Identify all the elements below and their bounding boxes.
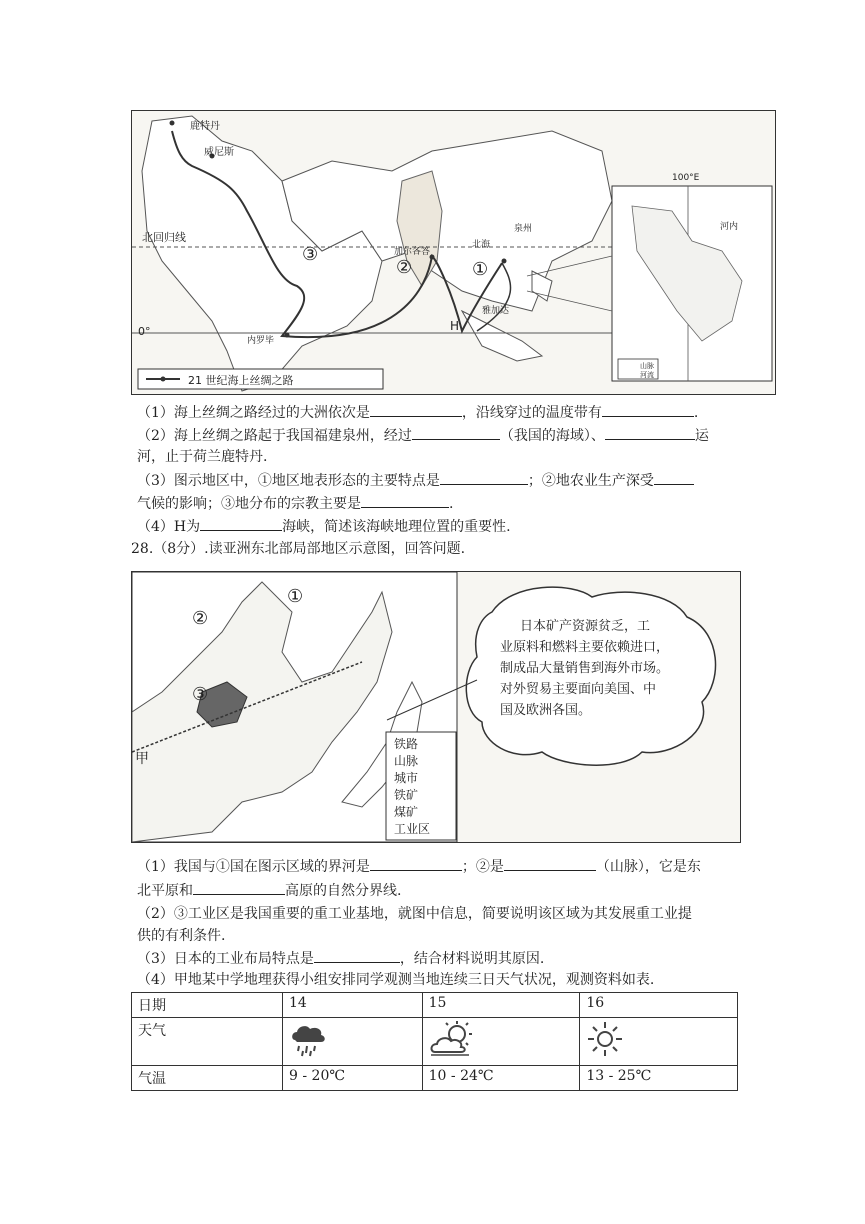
label-region-3: ③	[302, 244, 319, 265]
label-region-2: ②	[192, 608, 209, 629]
question-a2-cont: 河，止于荷兰鹿特丹.	[137, 449, 268, 465]
question-28-heading: 28.（8分）.读亚洲东北部局部地区示意图，回答问题.	[131, 541, 466, 557]
inset-city: 河内	[720, 222, 739, 232]
inset-longitude: 100°E	[672, 173, 700, 183]
japan-material-bubble	[500, 616, 669, 721]
label-region-1: ①	[287, 586, 304, 607]
weather-cell	[422, 1018, 580, 1066]
label-region-2: ②	[396, 257, 413, 278]
label-rotterdam: 鹿特丹	[190, 121, 220, 132]
question-b1: （1）我国与①国在图示区域的界河是 ；②是 （山脉），它是东	[137, 856, 701, 877]
temp-cell: 13 - 25℃	[580, 1066, 738, 1091]
legend-industrial-zone: 工业区	[394, 822, 431, 836]
weather-cell	[283, 1018, 423, 1066]
date-cell: 15	[422, 993, 580, 1018]
legend-coal: 煤矿	[394, 805, 419, 819]
legend-iron-ore: 铁矿	[394, 788, 419, 802]
bubble-line: 国及欧洲各国。	[500, 703, 592, 718]
legend-railway: 铁路	[394, 737, 419, 751]
temp-cell: 9 - 20℃	[283, 1066, 423, 1091]
rain-icon	[289, 1020, 329, 1058]
question-b2: （2）③工业区是我国重要的重工业基地，就图中信息，简要说明该区域为其发展重工业提	[137, 906, 692, 922]
temp-cell: 10 - 24℃	[422, 1066, 580, 1091]
bubble-line: 业原料和燃料主要依赖进口，	[500, 640, 670, 655]
answer-blank[interactable]	[200, 516, 282, 531]
answer-blank[interactable]	[504, 856, 596, 871]
inset-legend-mountain: 山脉	[640, 362, 654, 370]
label-region-3: ③	[192, 684, 209, 705]
northeast-asia-map	[131, 571, 741, 843]
answer-blank[interactable]	[412, 425, 500, 440]
legend-city: 城市	[394, 771, 419, 785]
weather-cell	[580, 1018, 738, 1066]
label-region-1: ①	[472, 259, 489, 280]
bubble-line: 制成品大量销售到海外市场。	[500, 661, 670, 676]
question-a2: （2）海上丝绸之路起于我国福建泉州，经过 （我国的海域）、 运	[137, 425, 709, 446]
silk-road-map	[131, 110, 776, 395]
inset-legend-river: 河流	[640, 371, 654, 379]
label-jakarta: 雅加达	[482, 306, 510, 316]
table-row	[132, 1066, 738, 1091]
label-jia: 甲	[135, 751, 149, 767]
label-h: H	[450, 319, 460, 333]
label-tropic: 北回归线	[142, 231, 186, 244]
answer-blank[interactable]	[370, 856, 462, 871]
date-cell: 16	[580, 993, 738, 1018]
label-nairobi: 内罗毕	[247, 336, 275, 346]
question-a4: （4）H为 海峡，简述该海峡地理位置的重要性.	[137, 516, 511, 537]
answer-blank[interactable]	[314, 948, 400, 963]
map-legend-route: 21 世纪海上丝绸之路	[188, 374, 294, 387]
partly-cloudy-icon	[429, 1020, 475, 1058]
label-beihai: 北海	[472, 240, 491, 250]
answer-blank[interactable]	[605, 425, 695, 440]
answer-blank[interactable]	[602, 402, 694, 417]
label-venice: 威尼斯	[204, 147, 234, 158]
table-row	[132, 993, 738, 1018]
question-b4: （4）甲地某中学地理获得小组安排同学观测当地连续三日天气状况，观测资料如表.	[137, 972, 655, 988]
weather-table	[131, 992, 738, 1091]
bubble-line: 对外贸易主要面向美国、中	[500, 682, 657, 697]
table-row	[132, 1018, 738, 1066]
answer-blank[interactable]	[440, 470, 528, 485]
question-a3-cont: 气候的影响；③地分布的宗教主要是 .	[137, 493, 453, 514]
date-cell: 14	[283, 993, 423, 1018]
sunny-icon	[586, 1020, 624, 1058]
legend-mountain: 山脉	[394, 754, 419, 768]
question-b1-cont: 北平原和 高原的自然分界线.	[137, 880, 401, 901]
answer-blank[interactable]	[361, 493, 449, 508]
answer-blank[interactable]	[370, 402, 462, 417]
label-quanzhou: 泉州	[514, 224, 533, 234]
row-label-temperature: 气温	[132, 1066, 283, 1091]
row-label-weather: 天气	[132, 1018, 283, 1066]
label-kolkata: 加尔各答	[394, 247, 431, 257]
answer-blank[interactable]	[193, 880, 285, 895]
question-a1: （1）海上丝绸之路经过的大洲依次是 ，沿线穿过的温度带有 .	[137, 402, 698, 423]
question-a3: （3）图示地区中，①地区地表形态的主要特点是 ；②地农业生产深受	[137, 470, 694, 491]
answer-blank[interactable]	[654, 470, 694, 485]
question-b2-cont: 供的有利条件.	[137, 928, 226, 944]
bubble-line: 日本矿产资源贫乏，工	[520, 619, 651, 634]
row-label-date: 日期	[132, 993, 283, 1018]
map-legend	[394, 736, 430, 838]
label-equator: 0°	[138, 325, 151, 338]
question-b3: （3）日本的工业布局特点是 ，结合材料说明其原因.	[137, 948, 544, 969]
